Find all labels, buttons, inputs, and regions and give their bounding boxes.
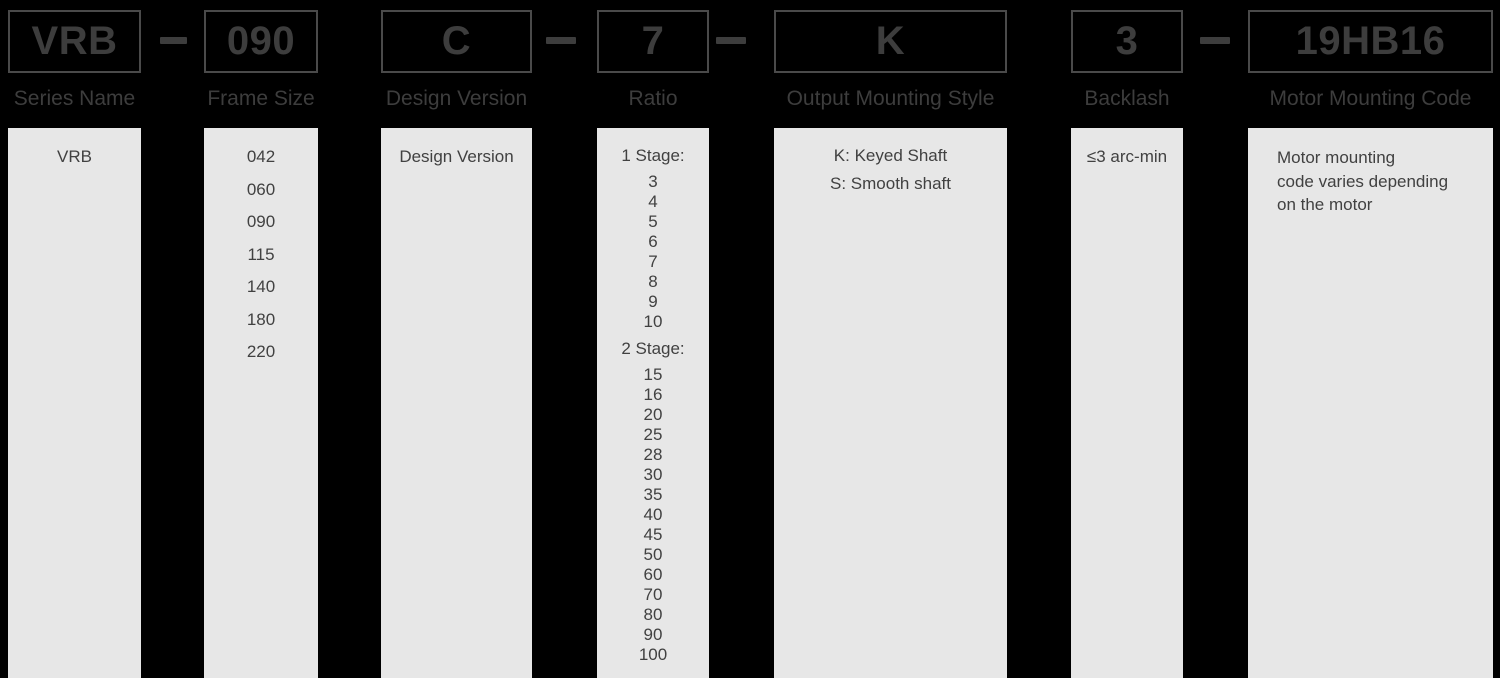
options-panel-frame-size: [204, 128, 318, 678]
ratio-value: 28: [643, 445, 663, 464]
segment-motor-mounting-code: [1248, 0, 1493, 678]
option-item: ≤3 arc-min: [1086, 147, 1168, 166]
code-box-backlash: [1071, 10, 1183, 73]
code-text: 7: [641, 19, 665, 63]
ratio-value: 3: [648, 172, 658, 191]
ratio-value: 35: [643, 485, 663, 504]
option-item: 115: [247, 244, 275, 264]
segment-backlash: [1071, 0, 1183, 678]
segment-design-version: [381, 0, 532, 678]
stage-heading-2: 2 Stage:: [621, 339, 685, 358]
separator-dash: [160, 37, 187, 44]
option-item: 140: [246, 277, 276, 296]
segment-output-mounting-style: [774, 0, 1007, 678]
ratio-value: 90: [643, 625, 663, 644]
ratio-value: 9: [648, 292, 658, 311]
ratio-value: 40: [643, 505, 663, 524]
code-box-motor-mounting: [1248, 10, 1493, 73]
code-box-frame-size: [204, 10, 318, 73]
description-line: Motor mounting: [1277, 148, 1396, 167]
segment-series-name: [8, 0, 141, 678]
ratio-value: 60: [643, 565, 663, 584]
separator-dash: [716, 37, 746, 44]
ratio-value: 8: [648, 272, 658, 291]
ratio-value: 10: [643, 312, 663, 331]
code-text: K: [875, 19, 906, 63]
options-panel-series: [8, 128, 141, 678]
options-panel-design-version: [381, 128, 532, 678]
ratio-value: 20: [643, 405, 663, 424]
code-box-design-version: [381, 10, 532, 73]
segment-frame-size: [204, 0, 318, 678]
segment-label-series: Series Name: [13, 87, 136, 110]
segment-label-motor-mounting: Motor Mounting Code: [1269, 87, 1472, 110]
code-box-output-mounting: [774, 10, 1007, 73]
segment-label-design-version: Design Version: [385, 87, 528, 110]
options-panel-output-mounting: [774, 128, 1007, 678]
segment-ratio: [597, 0, 709, 678]
separator-dash: [546, 37, 576, 44]
option-item: 180: [246, 309, 276, 329]
ratio-value: 16: [643, 385, 663, 404]
code-box-ratio: [597, 10, 709, 73]
separator-dash: [1200, 37, 1230, 44]
option-item: 090: [246, 212, 276, 231]
ratio-value: 80: [643, 605, 663, 624]
ratio-value: 7: [648, 252, 658, 271]
ratio-value: 25: [643, 425, 663, 444]
options-panel-motor-mounting: [1248, 128, 1493, 678]
option-item: 042: [246, 147, 276, 166]
description-line: on the motor: [1277, 195, 1373, 214]
code-text: VRB: [31, 19, 118, 63]
segment-label-backlash: Backlash: [1084, 87, 1170, 110]
code-box-series: [8, 10, 141, 73]
ratio-value: 15: [643, 365, 663, 384]
segment-label-ratio: Ratio: [628, 87, 678, 110]
option-item: K: Keyed Shaft: [833, 146, 948, 165]
option-item: 220: [246, 342, 276, 361]
option-item: VRB: [57, 147, 92, 166]
ratio-value: 70: [643, 585, 663, 604]
description-line: code varies depending: [1277, 171, 1449, 191]
ratio-value: 100: [638, 645, 668, 664]
stage-heading-1: 1 Stage:: [621, 146, 685, 165]
code-text: 3: [1115, 19, 1139, 63]
ratio-value: 45: [643, 525, 663, 544]
options-panel-ratio: [597, 128, 709, 678]
code-text: 19HB16: [1295, 19, 1446, 63]
segment-label-frame-size: Frame Size: [207, 87, 315, 110]
options-panel-backlash: [1071, 128, 1183, 678]
segment-label-output-mounting: Output Mounting Style: [786, 87, 995, 110]
code-text: C: [441, 19, 472, 63]
ratio-value: 6: [648, 232, 658, 251]
option-item: S: Smooth shaft: [830, 174, 951, 193]
ratio-value: 50: [643, 545, 663, 564]
ratio-value: 30: [643, 465, 663, 484]
ratio-value: 4: [648, 192, 658, 211]
ratio-value: 5: [648, 212, 658, 231]
option-item: 060: [246, 179, 276, 199]
code-text: 090: [226, 19, 296, 63]
option-item: Design Version: [399, 147, 514, 166]
